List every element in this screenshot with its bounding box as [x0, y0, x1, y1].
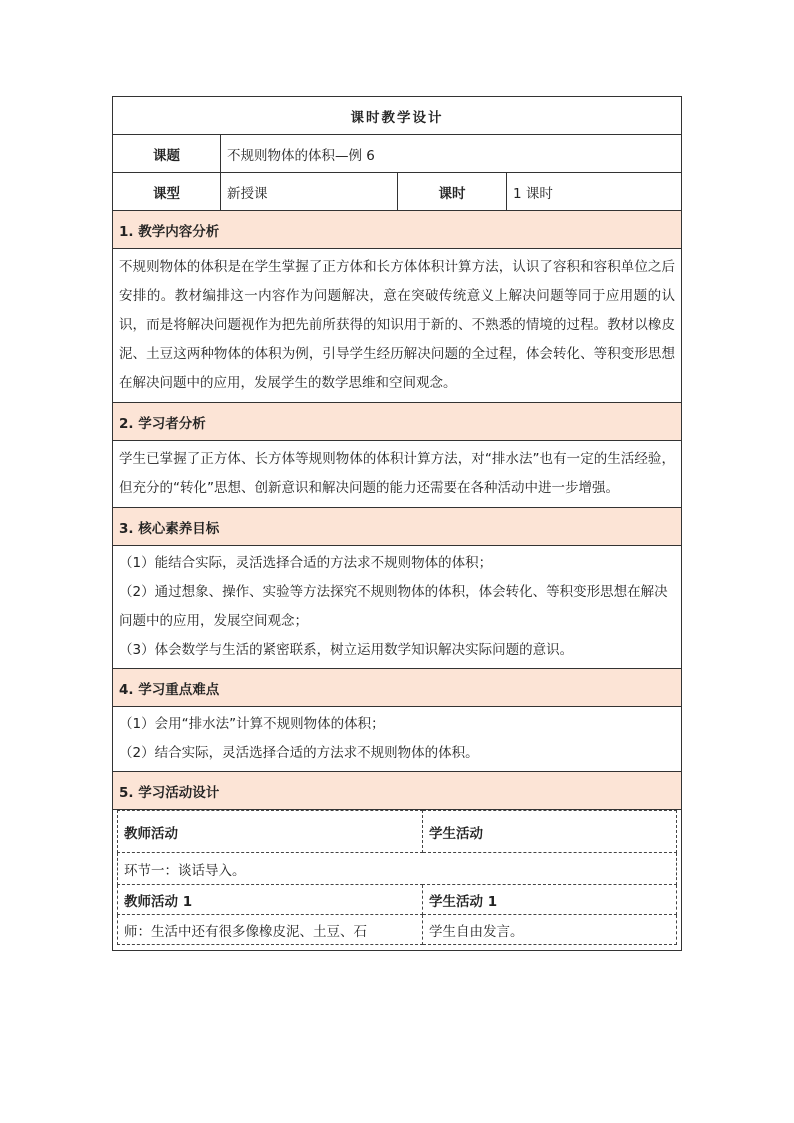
topic-value: 不规则物体的体积—例 6: [221, 135, 682, 173]
student-activity-header: 学生活动: [423, 811, 677, 853]
section-heading-key-points: 4. 学习重点难点: [113, 669, 682, 707]
topic-label: 课题: [113, 135, 221, 173]
lesson-design-page: [112, 96, 681, 951]
lesson-type-value: 新授课: [221, 173, 398, 211]
lesson-type-label: 课型: [113, 173, 221, 211]
section-heading-content-analysis: 1. 教学内容分析: [113, 211, 682, 249]
activity-design-area: [113, 810, 682, 951]
section-heading-core-goals: 3. 核心素养目标: [113, 508, 682, 546]
content-analysis-text: 不规则物体的体积是在学生掌握了正方体和长方体体积计算方法，认识了容积和容积单位之后安排的。教材编排这一内容作为问题解决，意在突破传统意义上解决问题等同于应用题的认识，而是将解决问题视作为把先前所获得的知识用于新的、不熟悉的情境的过程。教材以橡皮泥、土豆这两种物体的体积为例，引导学生经历解决问题的全过程，体会转化、等积变形思想在解决问题中的应用，发展学生的数学思维和空间观念。: [113, 249, 682, 403]
lesson-hours-value: 1 课时: [507, 173, 682, 211]
section-heading-activity-design: 5. 学习活动设计: [113, 772, 682, 810]
student-activity-1-text: 学生自由发言。: [423, 915, 677, 945]
teacher-activity-1-text: 师：生活中还有很多像橡皮泥、土豆、石: [118, 915, 423, 945]
document-title: 课时教学设计: [113, 97, 682, 135]
section-heading-learner-analysis: 2. 学习者分析: [113, 403, 682, 441]
core-goals-list: [113, 546, 682, 669]
list-item: （2）通过想象、操作、实验等方法探究不规则物体的体积，体会转化、等积变形思想在解决问题中的应用，发展空间观念；: [119, 584, 668, 629]
activity-table: [117, 810, 677, 945]
lesson-hours-label: 课时: [398, 173, 507, 211]
student-activity-1-label: 学生活动 1: [423, 885, 677, 915]
lesson-design-table: [112, 96, 682, 951]
key-points-list: [113, 707, 682, 772]
stage-one-title: 环节一：谈话导入。: [118, 853, 677, 885]
teacher-activity-1-label: 教师活动 1: [118, 885, 423, 915]
list-item: （2）结合实际，灵活选择合适的方法求不规则物体的体积。: [119, 745, 479, 761]
list-item: （3）体会数学与生活的紧密联系，树立运用数学知识解决实际问题的意识。: [119, 642, 574, 658]
list-item: （1）能结合实际，灵活选择合适的方法求不规则物体的体积；: [119, 555, 493, 571]
learner-analysis-text: 学生已掌握了正方体、长方体等规则物体的体积计算方法，对“排水法”也有一定的生活经验，但充分的“转化”思想、创新意识和解决问题的能力还需要在各种活动中进一步增强。: [113, 441, 682, 508]
teacher-activity-header: 教师活动: [118, 811, 423, 853]
list-item: （1）会用“排水法”计算不规则物体的体积；: [119, 716, 385, 732]
